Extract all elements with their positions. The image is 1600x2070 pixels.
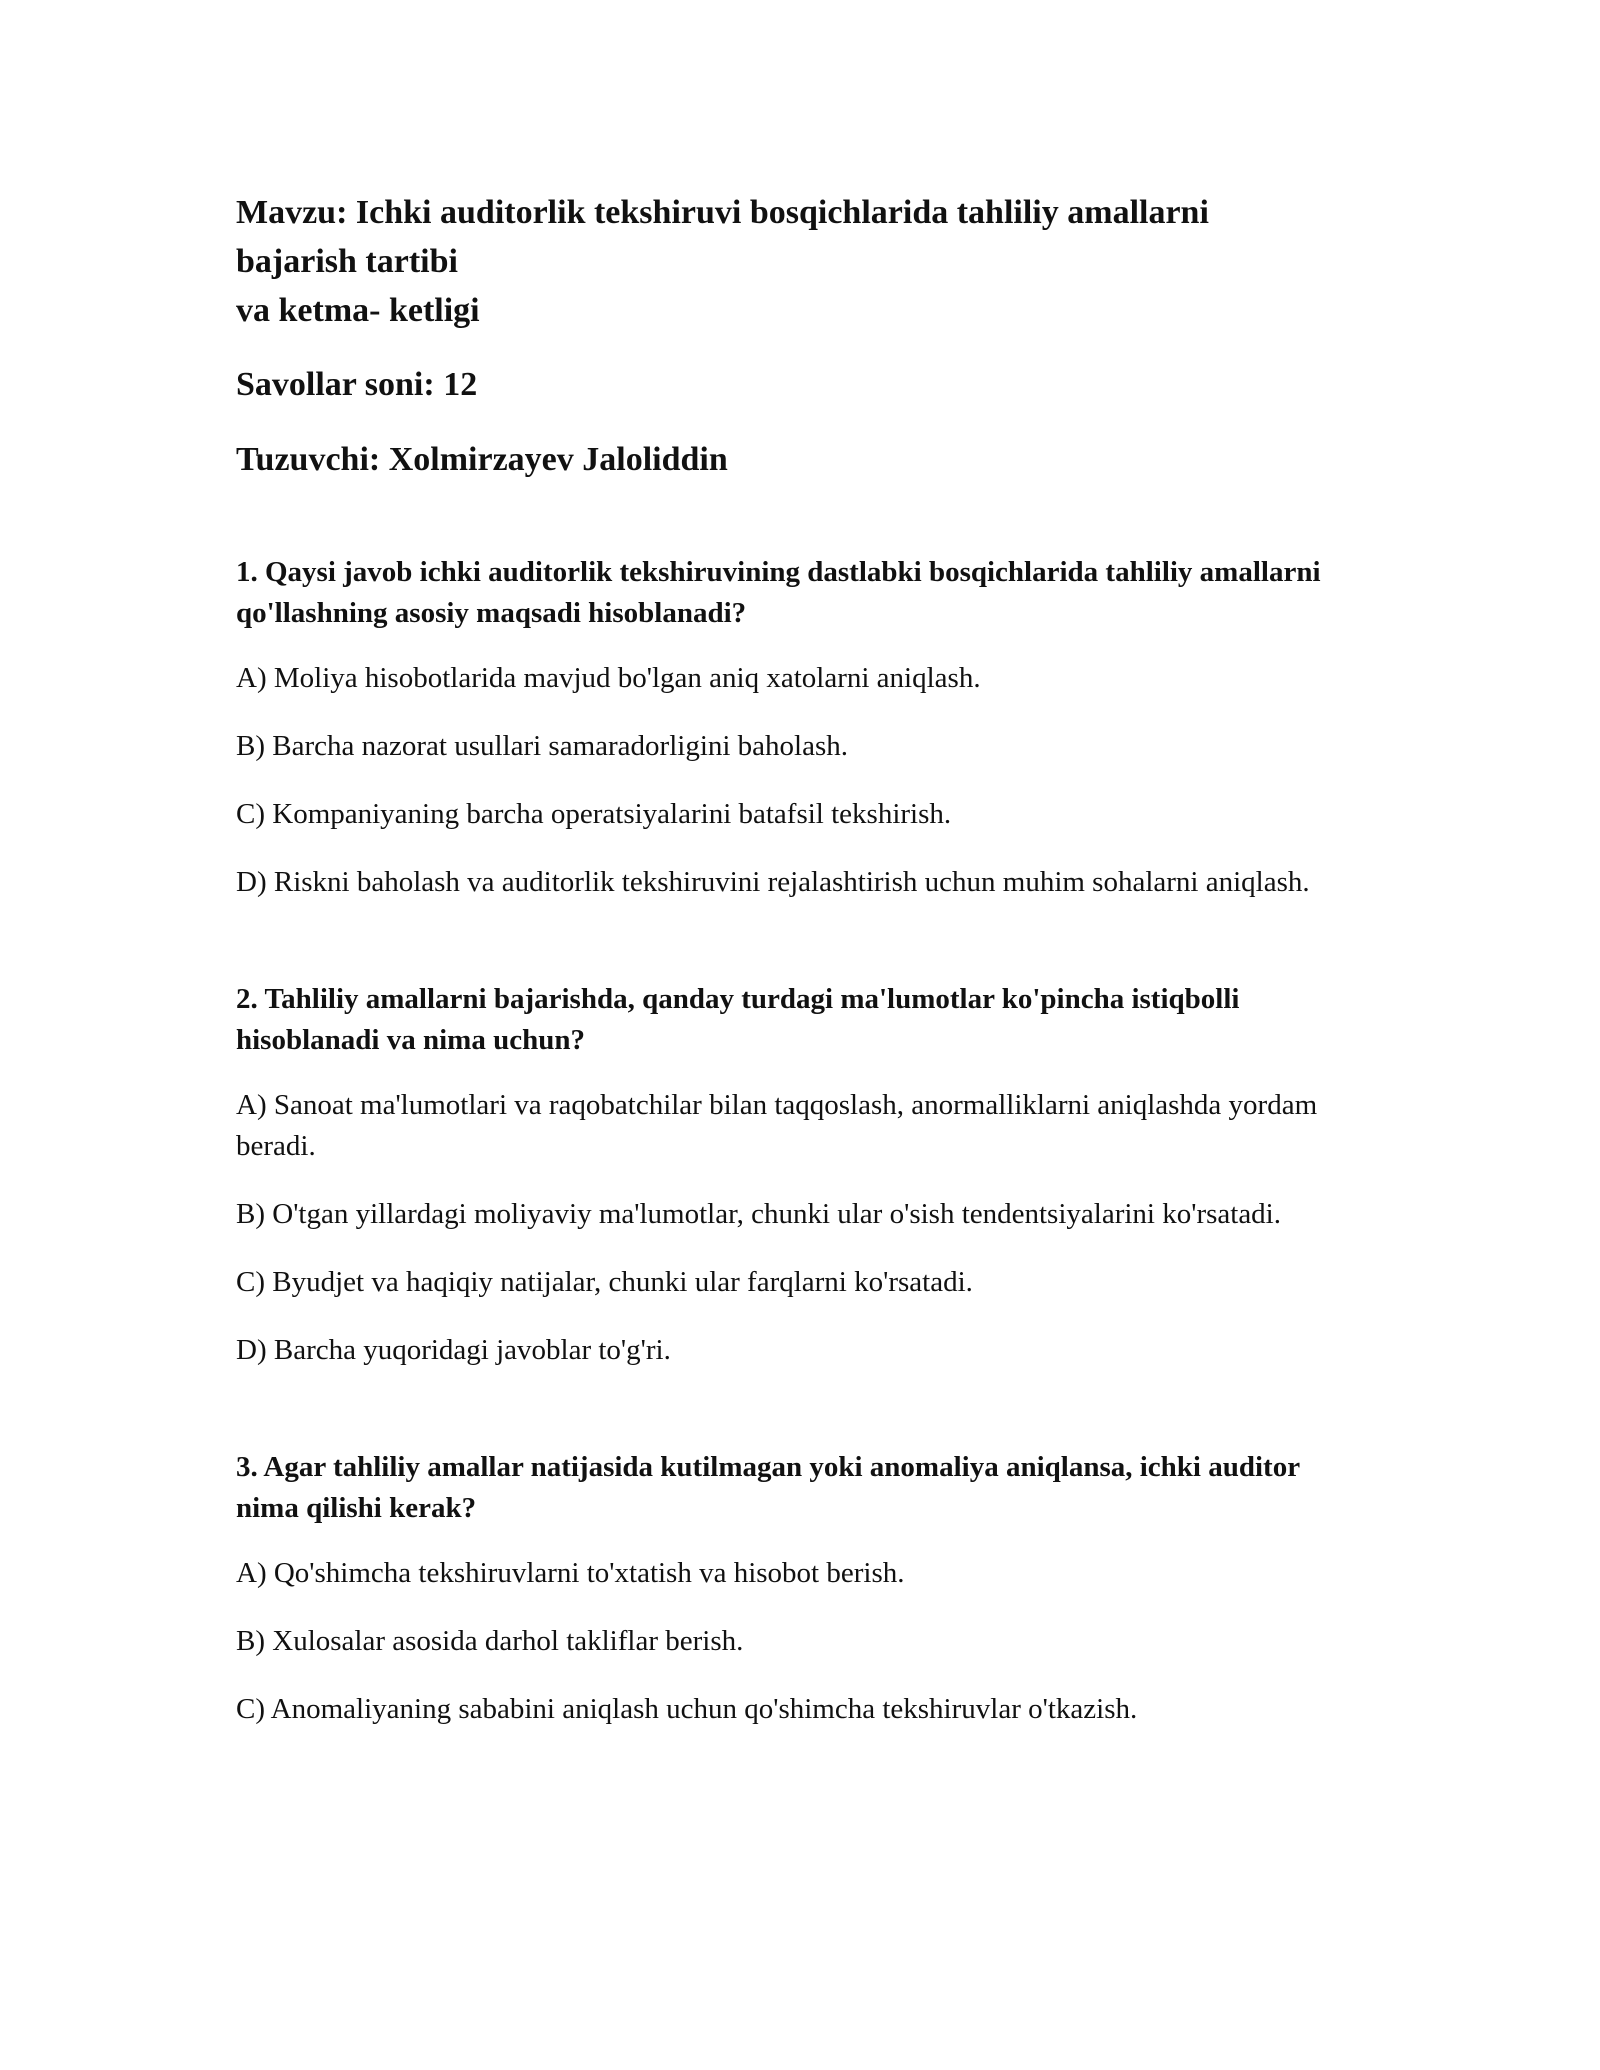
answer-option-b: B) O'tgan yillardagi moliyaviy ma'lumotlar, chunki ular o'sish tendentsiyalarini ko'rsatadi. (236, 1198, 1281, 1230)
answer-option-a: A) Qo'shimcha tekshiruvlarni to'xtatish va hisobot berish. (236, 1557, 905, 1589)
question-text: 3. Agar tahliliy amallar natijasida kutilmagan yoki anomaliya aniqlansa, ichki auditor nima qilishi kerak? (236, 1451, 1300, 1524)
answer-option-a: A) Sanoat ma'lumotlari va raqobatchilar bilan taqqoslash, anormalliklarni aniqlashda yordam beradi. (236, 1089, 1318, 1162)
answer-option-a: A) Moliya hisobotlarida mavjud bo'lgan aniq xatolarni aniqlash. (236, 662, 981, 694)
title-line: bajarish tartibi (236, 243, 458, 280)
question-2 (236, 979, 1366, 1371)
title-line: va ketma- ketligi (236, 292, 480, 329)
title-line: Mavzu: Ichki auditorlik tekshiruvi bosqichlarida tahliliy amallarni (236, 194, 1209, 231)
question-count: Savollar soni: 12 (236, 366, 478, 403)
answer-option-b: B) Barcha nazorat usullari samaradorligini baholash. (236, 730, 849, 762)
question-1 (236, 552, 1366, 903)
answer-option-c: C) Byudjet va haqiqiy natijalar, chunki ular farqlarni ko'rsatadi. (236, 1266, 973, 1298)
document-title (236, 188, 1366, 335)
answer-option-c: C) Kompaniyaning barcha operatsiyalarini batafsil tekshirish. (236, 798, 952, 830)
answer-option-c: C) Anomaliyaning sababini aniqlash uchun qo'shimcha tekshiruvlar o'tkazish. (236, 1693, 1138, 1725)
question-list (236, 552, 1366, 1730)
answer-option-b: B) Xulosalar asosida darhol takliflar berish. (236, 1625, 744, 1657)
answer-option-d: D) Riskni baholash va auditorlik tekshiruvini rejalashtirish uchun muhim sohalarni aniqlash. (236, 866, 1310, 898)
answer-option-d: D) Barcha yuqoridagi javoblar to'g'ri. (236, 1334, 671, 1366)
author: Tuzuvchi: Xolmirzayev Jaloliddin (236, 441, 728, 478)
question-text: 2. Tahliliy amallarni bajarishda, qanday turdagi ma'lumotlar ko'pincha istiqbolli hisoblanadi va nima uchun? (236, 983, 1240, 1056)
question-text: 1. Qaysi javob ichki auditorlik tekshiruvining dastlabki bosqichlarida tahliliy amallarni qo'llashning asosiy maqsadi hisoblanadi? (236, 556, 1321, 629)
question-3 (236, 1447, 1366, 1730)
document-page (236, 188, 1366, 1757)
